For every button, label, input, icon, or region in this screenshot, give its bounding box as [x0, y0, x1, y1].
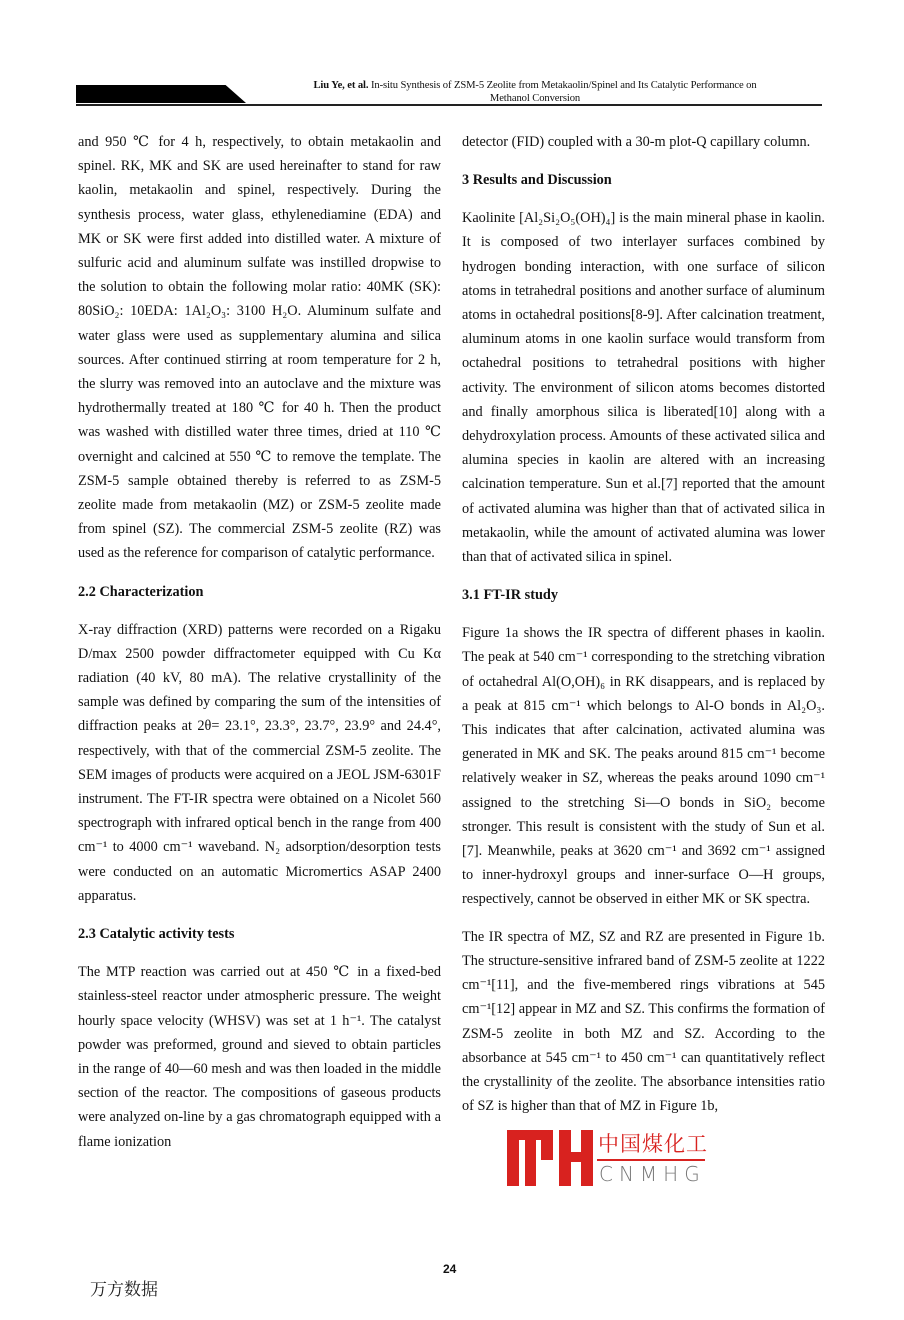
left-column: [78, 130, 441, 1154]
paragraph: detector (FID) coupled with a 30-m plot-Q capillary column.: [462, 134, 811, 150]
section-heading-3: 3 Results and Discussion: [462, 172, 612, 189]
watermark-latin-text: CNMHG: [599, 1162, 706, 1186]
paragraph: X-ray diffraction (XRD) patterns were recorded on a Rigaku D/max 2500 powder diffractometer equipped with Cu Kα radiation (40 kV, 80 mA). The relative crystallinity of the sample was defined by comparing the sum of the intensities of diffraction peaks at 2θ= 23.1°, 23.3°, 23.7°, 23.9° and 24.4°, respectively, with that of the commercial ZSM-5 zeolite. The SEM images of products were acquired on a JEOL JSM-6301F instrument. The FT-IR spectra were obtained on a Nicolet 560 spectrograph with infrared optical bench in the range from 400 cm⁻¹ to 4000 cm⁻¹ waveband. N₂ adsorption/desorption tests were conducted on an automatic Micromertics ASAP 2400 apparatus.: [78, 621, 441, 904]
paragraph: Figure 1a shows the IR spectra of different phases in kaolin. The peak at 540 cm⁻¹ corresponding to the stretching vibration of octahedral Al(O,OH)₆ in RK disappears, and is replaced by a peak at 815 cm⁻¹ which belongs to Al-O bonds in Al₂O₃. This indicates that after calcination, activated alumina was generated in MK and SK. The peaks around 815 cm⁻¹ become relatively weaker in SZ, whereas the peaks around 1090 cm⁻¹ assigned to the stretching Si—O bonds in SiO₂ become stronger. This result is consistent with the study of Sun et al.[7]. Meanwhile, peaks at 3620 cm⁻¹ and 3692 cm⁻¹ assigned to inner-hydroxyl groups and inner-surface O—H groups, respectively, cannot be observed in either MK or SK spectra.: [462, 625, 825, 908]
header-black-tab: [76, 85, 246, 103]
paragraph: The MTP reaction was carried out at 450 ℃ in a fixed-bed stainless-steel reactor under atmospheric pressure. The weight hourly space velocity (WHSV) was set at 1 h⁻¹. The catalyst powder was preformed, ground and sieved to obtain particles in the range of 40—60 mesh and was then loaded in the middle section of the reactor. The compositions of gaseous products were analyzed on-line by a gas chromatograph equipped with a flame ionization: [78, 964, 441, 1150]
paragraph: The IR spectra of MZ, SZ and RZ are presented in Figure 1b. The structure-sensitive infrared band of ZSM-5 zeolite at 1222 cm⁻¹[11], and the five-membered rings vibrations at 545 cm⁻¹[12] appear in MZ and SZ. This confirms the formation of ZSM-5 zeolite in both MZ and SZ. According to the absorbance at 545 cm⁻¹ to 450 cm⁻¹ can quantitatively reflect the crystallinity of the zeolite. The absorbance intensities ratio of SZ is higher than that of MZ in Figure 1b,: [462, 928, 825, 1115]
page-number: 24: [443, 1262, 457, 1276]
watermark-divider: [597, 1159, 705, 1161]
source-mark: 万方数据: [90, 1280, 158, 1300]
section-heading-3-1: 3.1 FT-IR study: [462, 587, 559, 604]
header-authors: Liu Ye, et al.: [313, 80, 369, 91]
watermark-chinese-text: 中国煤化工: [598, 1128, 708, 1158]
header-title-line1: In-situ Synthesis of ZSM-5 Zeolite from Metakaolin/Spinel and Its Catalytic Performance on: [371, 80, 757, 91]
header-title-line2: Methanol Conversion: [489, 93, 581, 104]
section-heading-2-3: 2.3 Catalytic activity tests: [78, 926, 235, 943]
running-header: [250, 79, 820, 105]
paragraph: and 950 ℃ for 4 h, respectively, to obtain metakaolin and spinel. RK, MK and SK are used hereinafter to stand for raw kaolin, metakaolin and spinel, respectively. During the synthesis process, water glass, ethylenediamine (EDA) and MK or SK were first added into distilled water. A mixture of sulfuric acid and aluminum sulfate was instilled dropwise to the solution to obtain the following molar ratio: 40MK (SK): 80SiO₂: 10EDA: 1Al₂O₃: 3100 H₂O. Aluminum sulfate and water glass were used as supplementary alumina and silica sources. After continued stirring at room temperature for 2 h, the slurry was removed into an autoclave and the mixture was hydrothermally treated at 180 ℃ for 40 h. Then the product was washed with distilled water three times, dried at 110 ℃ overnight and calcined at 550 ℃ to remove the template. The ZSM-5 sample obtained thereby is referred to as ZSM-5 zeolite made from metakaolin (MZ) or ZSM-5 zeolite made from spinel (SZ). The commercial ZSM-5 zeolite (RZ) was used as the reference for comparison of catalytic performance.: [78, 134, 441, 562]
paragraph: Kaolinite [Al₂Si₂O₅(OH)₄] is the main mineral phase in kaolin. It is composed of two interlayer surfaces combined by hydrogen bonding interaction, with one surface of silicon atoms in tetrahedral positions and another surface of aluminum atoms in octahedral positions[8-9]. After calcination treatment, aluminum atoms in one kaolin surface would transform from octahedral positions to tetrahedral positions with higher activity. The environment of silicon atoms becomes distorted and finally amorphous silica is liberated[10] along with a dehydroxylation process. Amounts of these activated silica and alumina species in kaolin are altered with an increasing calcination temperature. Sun et al.[7] reported that the amount of activated alumina was higher than that of activated silica in metakaolin, while the amount of activated alumina was lower than that of activated silica in spinel.: [462, 210, 825, 566]
watermark-logo-icon: [505, 1128, 593, 1188]
right-column: [462, 130, 825, 1118]
watermark: [505, 1128, 755, 1190]
section-heading-2-2: 2.2 Characterization: [78, 583, 204, 600]
